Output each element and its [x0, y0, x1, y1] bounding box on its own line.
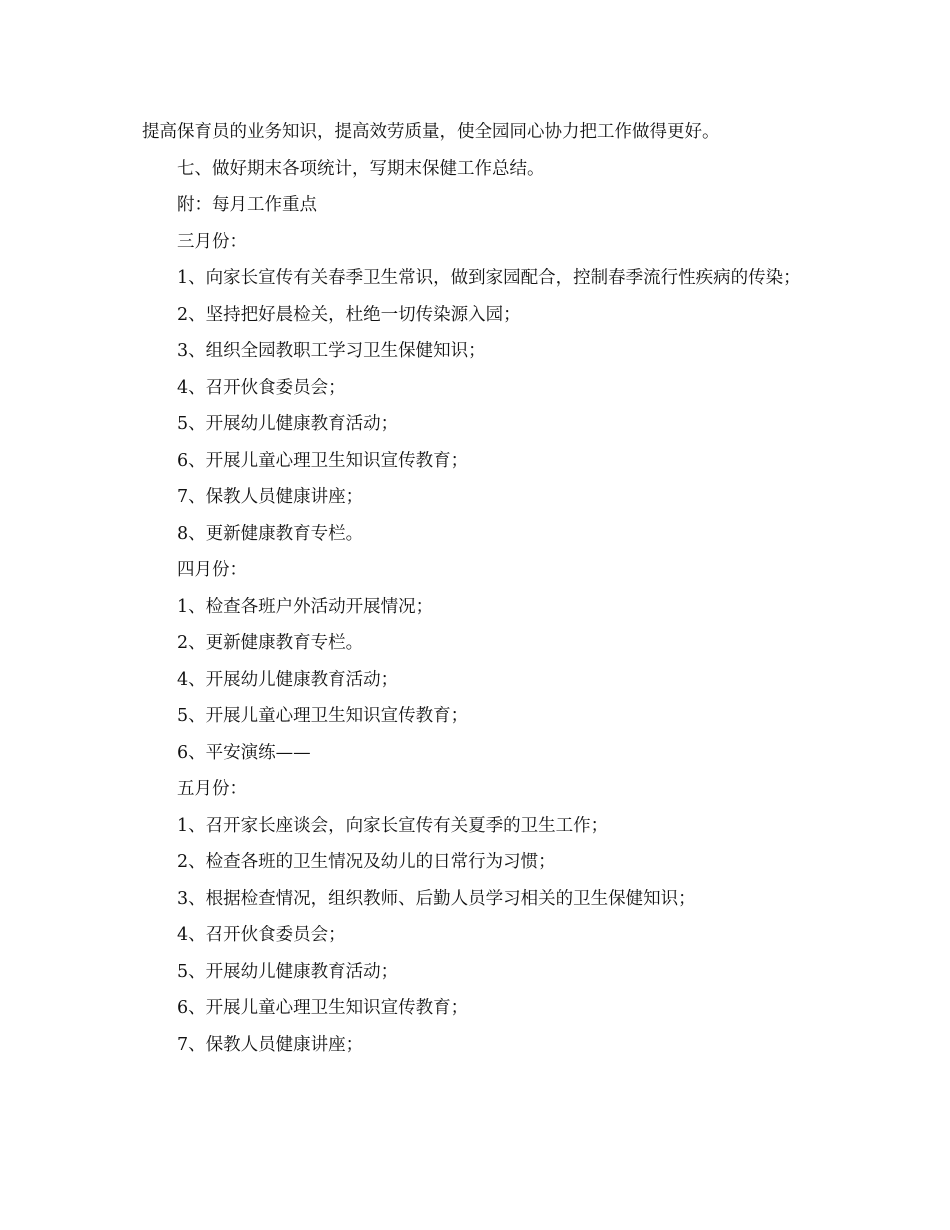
- list-item: 5、开展幼儿健康教育活动；: [177, 961, 399, 982]
- month-heading-april: 四月份：: [177, 560, 247, 580]
- list-item: 5、开展儿童心理卫生知识宣传教育；: [177, 706, 469, 726]
- document-body: [142, 114, 812, 1063]
- list-item: 3、组织全园教职工学习卫生保健知识；: [177, 341, 486, 361]
- list-item: 1、召开家长座谈会，向家长宣传有关夏季的卫生工作；: [177, 815, 609, 836]
- appendix-heading: 附：每月工作重点: [177, 195, 317, 215]
- list-item: 7、保教人员健康讲座；: [177, 1034, 364, 1055]
- list-item: 8、更新健康教育专栏。: [177, 523, 364, 544]
- list-item: 4、开展幼儿健康教育活动；: [177, 669, 399, 690]
- list-item: 6、平安演练——: [177, 742, 311, 763]
- list-item: 1、向家长宣传有关春季卫生常识，做到家园配合，控制春季流行性疾病的传染；: [177, 268, 801, 288]
- list-item: 6、开展儿童心理卫生知识宣传教育；: [177, 450, 469, 471]
- month-heading-march: 三月份：: [177, 231, 247, 252]
- list-item: 6、开展儿童心理卫生知识宣传教育；: [177, 998, 469, 1018]
- list-item: 1、检查各班户外活动开展情况；: [177, 596, 434, 617]
- paragraph-continuation: 提高保育员的业务知识，提高效劳质量，使全园同心协力把工作做得更好。: [142, 122, 720, 142]
- list-item: 4、召开伙食委员会；: [177, 377, 346, 398]
- paragraph-item-seven: 七、做好期末各项统计，写期末保健工作总结。: [177, 158, 545, 179]
- list-item: 2、坚持把好晨检关，杜绝一切传染源入园；: [177, 304, 521, 325]
- list-item: 2、更新健康教育专栏。: [177, 633, 364, 653]
- month-heading-may: 五月份：: [177, 779, 247, 799]
- list-item: 2、检查各班的卫生情况及幼儿的日常行为习惯；: [177, 852, 556, 872]
- list-item: 4、召开伙食委员会；: [177, 925, 346, 945]
- list-item: 3、根据检查情况，组织教师、后勤人员学习相关的卫生保健知识；: [177, 888, 696, 909]
- list-item: 7、保教人员健康讲座；: [177, 487, 364, 507]
- list-item: 5、开展幼儿健康教育活动；: [177, 414, 399, 434]
